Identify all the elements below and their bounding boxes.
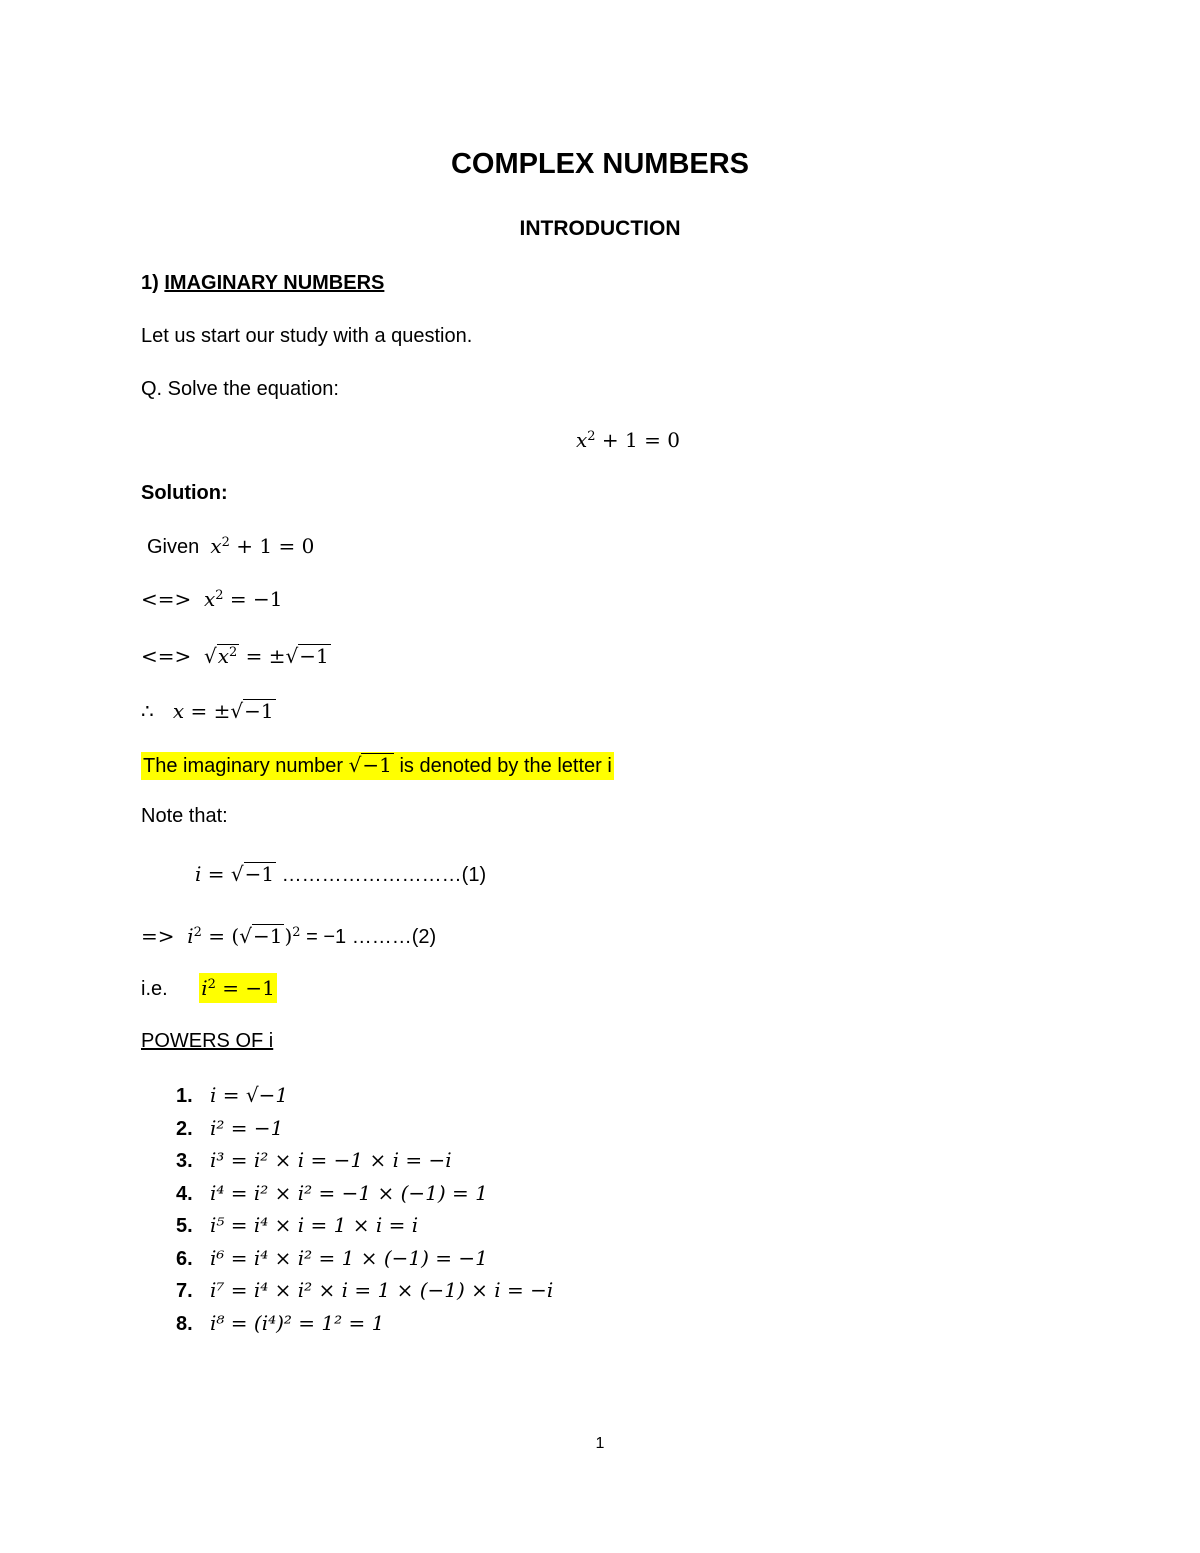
- section-heading: [141, 273, 384, 293]
- powers-heading: POWERS OF i: [141, 1030, 274, 1052]
- intro-text: Let us start our study with a question.: [141, 325, 473, 347]
- power-item-expression: i⁴ = i² × i² = −1 × (−1) = 1: [210, 1180, 488, 1205]
- power-item-expression: i⁷ = i⁴ × i² × i = 1 × (−1) × i = −i: [210, 1278, 554, 1302]
- section-heading-text: IMAGINARY NUMBERS: [164, 272, 385, 294]
- section-subtitle: INTRODUCTION: [519, 217, 681, 240]
- power-item-number: 5.: [176, 1215, 193, 1237]
- note-label: Note that:: [141, 805, 228, 827]
- power-item: [176, 1245, 488, 1270]
- power-item-expression: i⁸ = (i⁴)² = 1² = 1: [210, 1310, 385, 1335]
- definition-two: => $i^2 = (√-1$ )$^2$ = −1 ………(2): [141, 924, 437, 948]
- step-four: ∴ x = ±√−1: [141, 699, 274, 723]
- power-item: [176, 1215, 418, 1236]
- power-item-expression: i⁶ = i⁴ × i² = 1 × (−1) = −1: [210, 1245, 488, 1270]
- power-item-number: 2.: [176, 1117, 193, 1140]
- step-three: <=> $√x^2 = \pm√-1$: [141, 644, 329, 668]
- ie-line: i.e. $i^2 = -1$: [141, 978, 277, 999]
- power-item-expression: i² = −1: [210, 1115, 284, 1140]
- definition-one: i = √−1 ………………………(1): [195, 862, 487, 886]
- power-item-number: 8.: [176, 1312, 193, 1335]
- step-given: Given $x^2 + 1 = 0$: [147, 534, 315, 558]
- power-item: [176, 1180, 488, 1205]
- power-item-expression: i³ = i² × i = −1 × i = −i: [210, 1148, 452, 1172]
- power-item-number: 6.: [176, 1247, 193, 1270]
- page-number: 1: [595, 1435, 605, 1452]
- page-title: COMPLEX NUMBERS: [450, 148, 750, 180]
- power-item: [176, 1115, 284, 1140]
- power-item: [176, 1310, 385, 1335]
- power-item-expression: i⁵ = i⁴ × i = 1 × i = i: [210, 1213, 419, 1237]
- section-number: 1): [141, 272, 159, 294]
- power-item: [176, 1280, 553, 1301]
- power-item-number: 7.: [176, 1280, 193, 1302]
- main-equation: $x^2 + 1 = 0$: [576, 428, 680, 452]
- power-item-number: 1.: [176, 1085, 193, 1107]
- power-item-number: 3.: [176, 1150, 193, 1172]
- power-item: [176, 1085, 288, 1106]
- power-item: [176, 1150, 452, 1171]
- question-text: Q. Solve the equation:: [141, 378, 339, 400]
- power-item-number: 4.: [176, 1182, 193, 1205]
- solution-label: Solution:: [141, 482, 228, 504]
- step-two: <=> $x^2 = -1$: [141, 587, 283, 611]
- power-item-expression: i = √−1: [210, 1083, 289, 1107]
- highlighted-definition: The imaginary number √−1 is denoted by the letter i: [141, 753, 614, 776]
